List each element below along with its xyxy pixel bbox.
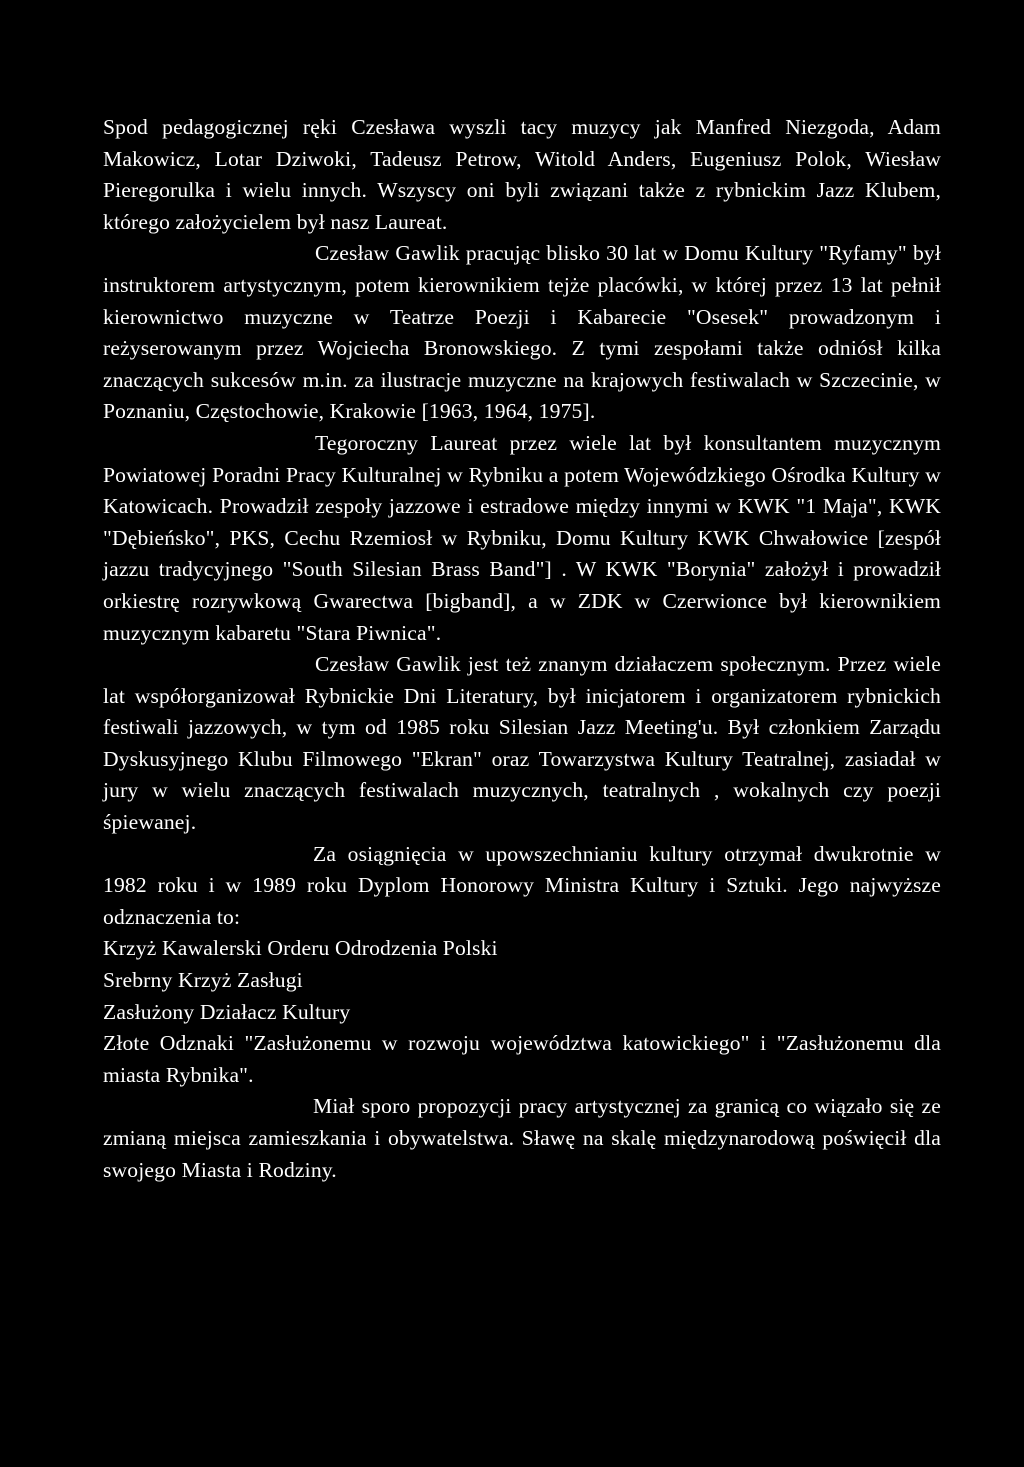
paragraph-ryfamy: Czesław Gawlik pracując blisko 30 lat w Domu Kultury "Ryfamy" był instruktorem artystycznym, potem kierownikiem tejże placówki, w której przez 13 lat pełnił kierownictwo muzyczne w Teatrze Poezji i Kabarecie "Osesek" prowadzonym i reżyserowanym przez Wojciecha Bronowskiego. Z tymi zespołami także odniósł kilka znaczących sukcesów m.in. za ilustracje muzyczne na krajowych festiwalach w Szczecinie, w Poznaniu, Częstochowie, Krakowie [1963, 1964, 1975]. xyxy=(103,241,941,424)
paragraph-consultant: Tegoroczny Laureat przez wiele lat był konsultantem muzycznym Powiatowej Poradni Pracy Kulturalnej w Rybniku a potem Wojewódzkiego Ośrodka Kultury w Katowicach. Prowadził zespoły jazzowe i estradowe między innymi w KWK "1 Maja", KWK "Dębieńsko", PKS, Cechu Rzemiosł w Rybniku, Domu Kultury KWK Chwałowice [zespół jazzu tradycyjnego "South Silesian Brass Band"] . W KWK "Borynia" założył i prowadził orkiestrę rozrywkową Gwarectwa [bigband], a w ZDK w Czerwionce był kierownikiem muzycznym kabaretu "Stara Piwnica". xyxy=(103,430,941,645)
paragraph-students: Spod pedagogicznej ręki Czesława wyszli tacy muzycy jak Manfred Niezgoda, Adam Makowicz, Lotar Dziwoki, Tadeusz Petrow, Witold Anders, Eugeniusz Polok, Wiesław Pieregorulka i wielu innych. Wszyscy oni byli związani także z rybnickim Jazz Klubem, którego założycielem był nasz Laureat. xyxy=(103,115,941,234)
paragraph-achievements: Za osiągnięcia w upowszechnianiu kultury otrzymał dwukrotnie w 1982 roku i w 1989 roku Dyplom Honorowy Ministra Kultury i Sztuki. Jego najwyższe odznaczenia to: xyxy=(103,841,941,929)
paragraph-social-activist: Czesław Gawlik jest też znanym działaczem społecznym. Przez wiele lat współorganizował Rybnickie Dni Literatury, był inicjatorem i organizatorem rybnickich festiwali jazzowych, w tym od 1985 roku Silesian Jazz Meeting'u. Był członkiem Zarządu Dyskusyjnego Klubu Filmowego "Ekran" oraz Towarzystwa Kultury Teatralnej, zasiadał w jury w wielu znaczących festiwalach muzycznych, teatralnych , wokalnych czy poezji śpiewanej. xyxy=(103,652,941,835)
award-item: Zasłużony Działacz Kultury xyxy=(103,999,351,1024)
award-item: Krzyż Kawalerski Orderu Odrodzenia Polski xyxy=(103,936,498,961)
paragraph-closing: Miał sporo propozycji pracy artystycznej za granicą co wiązało się ze zmianą miejsca zamieszkania i obywatelstwa. Sławę na skalę międzynarodową poświęcił dla swojego Miasta i Rodziny. xyxy=(103,1094,941,1182)
award-item: Złote Odznaki "Zasłużonemu w rozwoju województwa katowickiego" i "Zasłużonemu dla miasta Rybnika". xyxy=(103,1031,941,1087)
award-item: Srebrny Krzyż Zasługi xyxy=(103,968,303,993)
document-page xyxy=(103,112,941,1186)
awards-list xyxy=(103,933,941,1091)
